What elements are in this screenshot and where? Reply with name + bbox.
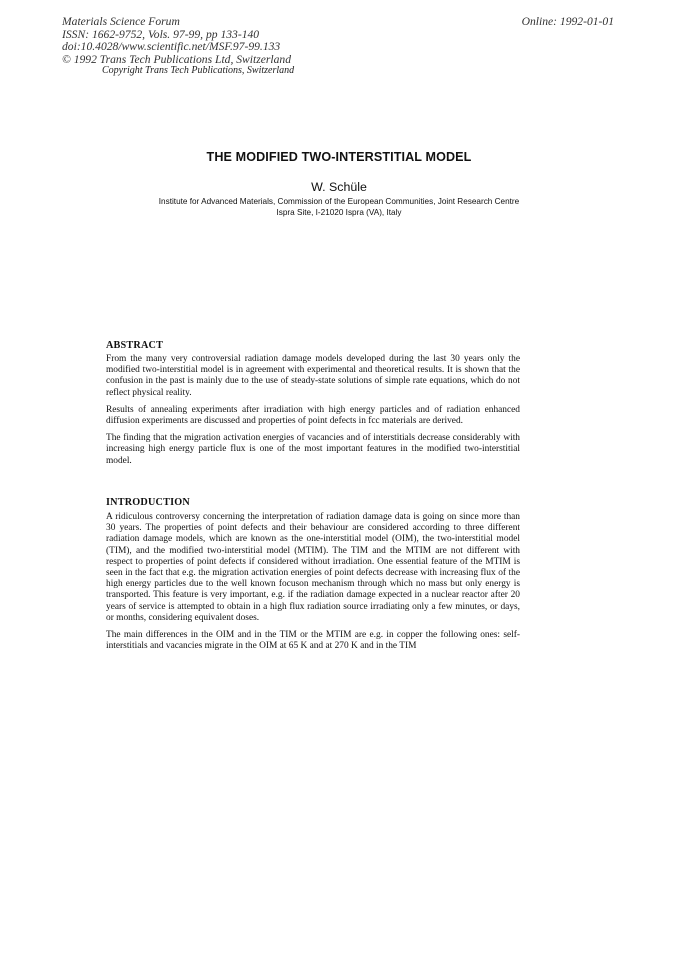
paper-author: W. Schüle (311, 180, 367, 194)
introduction-body (106, 512, 520, 658)
abstract-body (106, 354, 520, 473)
introduction-paragraph: The main differences in the OIM and in the TIM or the MTIM are e.g. in copper the following ones: self-interstitials and vacancies migrate in the OIM at 65 K and at 270 K and in the TIM (106, 630, 520, 652)
online-date: Online: 1992-01-01 (521, 15, 614, 28)
introduction-paragraph: A ridiculous controversy concerning the interpretation of radiation damage data is going on since more than 30 years. The properties of point defects and their behaviour are considered according to three different radiation damage models, which are known as the one-interstitial model (OIM), the two-interstitial model (TIM), and the modified two-interstitial model (MTIM). The TIM and the MTIM are not different with respect to properties of point defects if considered without irradiation. One essential feature of the MTIM is seen in the fact that e.g. the migration activation energies of point defects decrease with increasing flux of the high energy particles due to the well known focuson mechanism through which no mass but only energy is transported. This feature is very important, e.g. if the radiation damage expected in a nuclear reactor after 20 years of service is attempted to obtain in a high flux radiation source irradiating only a few minutes, or days, or months, considering equivalent doses. (106, 512, 520, 623)
affiliation-line: Ispra Site, I-21020 Ispra (VA), Italy (276, 208, 402, 217)
journal-doi: doi:10.4028/www.scientific.net/MSF.97-99.133 (62, 40, 281, 53)
journal-issn: ISSN: 1662-9752, Vols. 97-99, pp 133-140 (62, 27, 260, 41)
affiliation-line: Institute for Advanced Materials, Commission of the European Communities, Joint Research Centre (158, 197, 520, 206)
journal-header (62, 16, 294, 75)
paper-affiliation (80, 196, 598, 218)
copyright-cut-line: Copyright Trans Tech Publications, Switzerland (102, 65, 295, 76)
abstract-paragraph: From the many very controversial radiation damage models developed during the last 30 years only the modified two-interstitial model is in agreement with experimental and theoretical results. It is shown that the confusion in the past is mainly due to the use of steady-state solutions of simple rate equations, which do not reflect physical reality. (106, 354, 520, 398)
journal-copyright: © 1992 Trans Tech Publications Ltd, Switzerland (62, 52, 292, 66)
abstract-paragraph: Results of annealing experiments after irradiation with high energy particles and of radiation enhanced diffusion experiments are discussed and properties of point defects in fcc materials are derived. (106, 404, 520, 427)
introduction-heading: INTRODUCTION (106, 497, 190, 508)
abstract-paragraph: The finding that the migration activation energies of vacancies and of interstitials decrease considerably with increasing high energy particle flux is one of the most important features in the modified two-interstitial model. (106, 433, 520, 466)
abstract-heading: ABSTRACT (106, 340, 164, 351)
journal-name: Materials Science Forum (62, 15, 180, 28)
paper-title: THE MODIFIED TWO-INTERSTITIAL MODEL (206, 150, 472, 164)
